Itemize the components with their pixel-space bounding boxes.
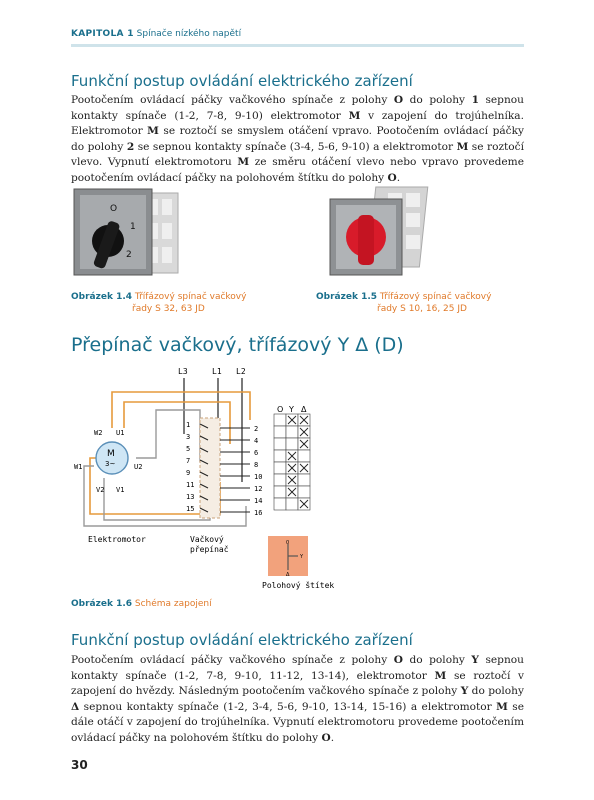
phase-label-l1: L1 [212, 367, 222, 376]
terminal-v2: V2 [96, 486, 105, 494]
motor-sub: 3~ [105, 460, 116, 468]
chapter-title: Spínače nízkého napětí [136, 29, 242, 39]
svg-text:2: 2 [126, 250, 132, 260]
contact-right-6: 6 [254, 449, 259, 457]
contact-right-14: 14 [254, 497, 263, 505]
red-cam-switch-photo [326, 185, 438, 285]
terminal-w1: W1 [74, 463, 83, 471]
table-cell [298, 486, 310, 498]
terminal-u1: U1 [116, 429, 125, 437]
table-cell [286, 438, 298, 450]
svg-text:1: 1 [130, 222, 136, 232]
phase-label-l3: L3 [178, 367, 188, 376]
page-number: 30 [71, 758, 88, 772]
motor-symbol: M [107, 449, 115, 459]
table-cell [298, 474, 310, 486]
table-cell [274, 438, 286, 450]
figure-1-4-line1: Třífázový spínač vačkový [134, 292, 247, 302]
figure-1-6-label: Obrázek 1.6 [71, 599, 133, 609]
section-paragraph-1: Pootočením ovládací páčky vačkového spínače z polohy O do polohy 1 sepnou kontakty spínače (1-2, 7-8, 9-10) elektromotor M v zapojení do trojúhelníka. Elektromotor M se roztočí se smyslem otáčení vpravo. Pootočením ovládací páčky do polohy 2 se sepnou kontakty spínače (3-4, 5-6, 9-10) a elektromotor M se roztočí vlevo. Vypnutí elektromotoru M ze směru otáčení vlevo nebo vpravo provedeme pootočením ovládací páčky na polohovém štítku do polohy O. [71, 94, 524, 184]
contact-right-8: 8 [254, 461, 259, 469]
plate-pos-d: Δ [286, 572, 290, 578]
page-header [0, 0, 594, 48]
svg-text:O: O [110, 204, 118, 214]
chapter-label: KAPITOLA 1 [71, 29, 134, 39]
table-cell [274, 414, 286, 426]
contact-right-2: 2 [254, 425, 259, 433]
table-cell [286, 426, 298, 438]
switch-label-1: Vačkový [190, 535, 224, 544]
plate-pos-o: 0 [286, 540, 290, 546]
contact-left-11: 11 [186, 481, 195, 489]
table-header-0: O [277, 405, 284, 414]
terminal-u2: U2 [134, 463, 143, 471]
figure-1-5-line1: Třífázový spínač vačkový [379, 292, 492, 302]
contact-table [274, 405, 310, 510]
running-head [71, 29, 241, 39]
right-contacts [220, 425, 262, 517]
table-header-2: Δ [301, 405, 307, 414]
figure-1-4-label: Obrázek 1.4 [71, 292, 133, 302]
contact-left-13: 13 [186, 493, 195, 501]
contact-left-15: 15 [186, 505, 195, 513]
table-cell [298, 450, 310, 462]
contact-left-9: 9 [186, 469, 191, 477]
table-cell [274, 450, 286, 462]
figure-1-4-caption [71, 291, 246, 315]
section-heading-1: Funkční postup ovládání elektrického zařízení [71, 72, 413, 90]
plate-pos-y: Y [300, 554, 304, 560]
section-heading-2: Přepínač vačkový, třífázový Y Δ (D) [71, 334, 404, 356]
section-paragraph-3: Pootočením ovládací páčky vačkového spínače z polohy O do polohy Y sepnou kontakty spínače (1-2, 7-8, 9-10, 11-12, 13-14), elektromotor M se roztočí v zapojení do hvězdy. Následným pootočením vačkového spínače z polohy Y do polohy Δ sepnou kontakty spínače (1-2, 3-4, 5-6, 9-10, 13-14, 15-16) a elektromotor M se dále otáčí v zapojení do trojúhelníka. Vypnutí elektromotoru provedeme pootočením ovládací páčky na polohovém štítku do polohy O. [71, 654, 525, 744]
contact-left-5: 5 [186, 445, 191, 453]
plate-label: Polohový štítek [262, 581, 335, 590]
figure-1-6-caption [71, 598, 212, 610]
table-cell [274, 474, 286, 486]
terminal-w2: W2 [94, 429, 103, 437]
figure-1-4-line2: řady S 32, 63 JD [132, 304, 205, 314]
header-rule [71, 44, 524, 47]
figure-1-5-label: Obrázek 1.5 [316, 292, 378, 302]
table-cell [274, 486, 286, 498]
table-cell [274, 426, 286, 438]
contact-right-4: 4 [254, 437, 259, 445]
terminal-v1: V1 [116, 486, 125, 494]
switch-label-2: přepínač [190, 545, 229, 554]
table-cell [274, 498, 286, 510]
contact-left-7: 7 [186, 457, 191, 465]
figure-1-6-text: Schéma zapojení [134, 599, 212, 609]
contact-right-10: 10 [254, 473, 263, 481]
figure-1-5-line2: řady S 10, 16, 25 JD [377, 304, 467, 314]
black-cam-switch-photo [72, 185, 184, 285]
contact-right-16: 16 [254, 509, 263, 517]
table-cell [286, 498, 298, 510]
table-cell [274, 462, 286, 474]
figure-1-5-caption [316, 291, 491, 315]
table-header-1: Y [289, 405, 294, 414]
motor-label: Elektromotor [88, 535, 146, 544]
contact-left-3: 3 [186, 433, 191, 441]
position-plate [262, 534, 342, 594]
section-heading-3: Funkční postup ovládání elektrického zařízení [71, 631, 413, 649]
contact-right-12: 12 [254, 485, 263, 493]
contact-left-1: 1 [186, 421, 191, 429]
phase-label-l2: L2 [236, 367, 246, 376]
